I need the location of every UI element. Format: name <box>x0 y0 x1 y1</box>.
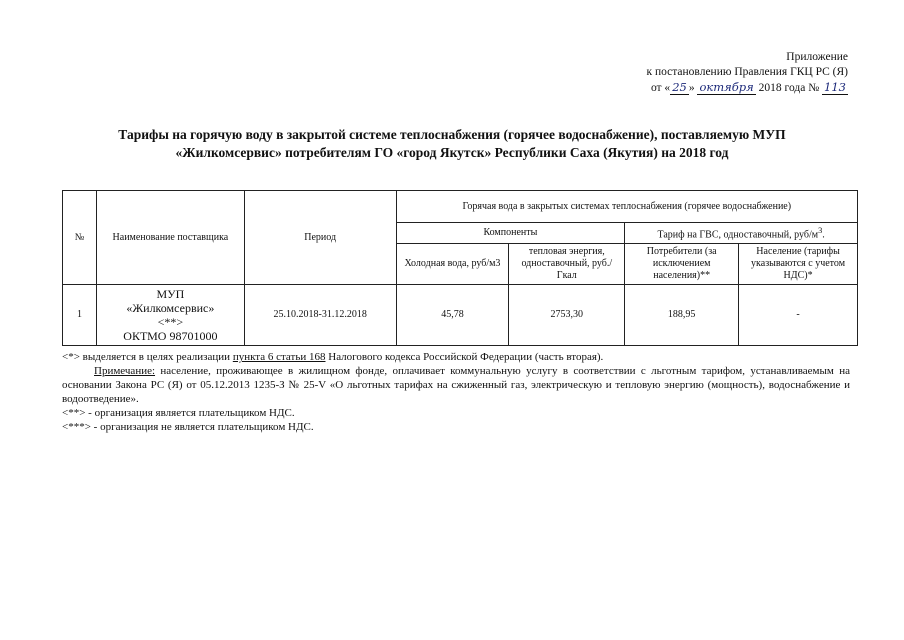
tariff-table <box>62 190 858 346</box>
header-number: № <box>63 191 97 285</box>
header-components: Компоненты <box>396 223 625 244</box>
header-tariff-text: Тариф на ГВС, одноставочный, руб/м <box>657 229 819 241</box>
cell-consumers: 188,95 <box>625 285 739 346</box>
note-remark-label: Примечание: <box>94 365 156 377</box>
header-supplier: Наименование поставщика <box>96 191 244 285</box>
notes-block <box>62 350 850 434</box>
appendix-number: 113 <box>824 80 846 94</box>
appendix-title: Приложение <box>786 51 848 63</box>
note-remark <box>62 364 850 406</box>
header-cold-water: Холодная вода, руб/м3 <box>396 244 509 285</box>
cell-population: - <box>739 285 858 346</box>
header-heat-energy: тепловая энергия, одноставочный, руб./Гкал <box>509 244 625 285</box>
supplier-line: <**> <box>157 315 184 330</box>
header-tariff-end: . <box>822 229 825 241</box>
document-title <box>40 126 864 162</box>
header-group: Горячая вода в закрытых системах теплоснабжения (горячее водоснабжение) <box>396 191 857 223</box>
header-period: Период <box>244 191 396 285</box>
note-1-prefix: <*> выделяется в целях реализации <box>62 351 233 363</box>
cell-period: 25.10.2018-31.12.2018 <box>244 285 396 346</box>
note-vat-reference <box>62 350 850 364</box>
header-tariff-sup: 3 <box>818 226 823 235</box>
appendix-date-line <box>647 80 849 96</box>
table-row <box>63 285 858 346</box>
cell-number: 1 <box>63 285 97 346</box>
title-line-2: «Жилкомсервис» потребителям ГО «город Якутск» Республики Саха (Якутия) на 2018 год <box>175 145 729 160</box>
title-line-1: Тарифы на горячую воду в закрытой системе теплоснабжения (горячее водоснабжение), поставляемую МУП <box>118 127 786 142</box>
appendix-month: октября <box>699 80 754 94</box>
cell-supplier <box>96 285 244 346</box>
supplier-line: ОКТМО 98701000 <box>123 329 218 344</box>
note-vat-payer: <**> - организация является плательщиком НДС. <box>62 407 295 419</box>
supplier-line: «Жилкомсервис» <box>126 301 215 316</box>
appendix-quote: » <box>688 82 695 94</box>
header-population: Население (тарифы указываются с учетом НДС)* <box>739 244 858 285</box>
note-non-vat-payer: <***> - организация не является плательщиком НДС. <box>62 421 314 433</box>
header-consumers: Потребители (за исключением населения)** <box>625 244 739 285</box>
appendix-resolution: к постановлению Правления ГКЦ РС (Я) <box>646 66 848 78</box>
tax-code-link[interactable]: пункта 6 статьи 168 <box>232 351 326 363</box>
note-1-suffix: Налогового кодекса Российской Федерации (часть вторая). <box>325 351 604 363</box>
header-tariff <box>625 223 858 244</box>
cell-heat-energy: 2753,30 <box>509 285 625 346</box>
cell-cold-water: 45,78 <box>396 285 509 346</box>
supplier-line: МУП <box>156 287 185 302</box>
appendix-year-label: 2018 года № <box>758 82 820 94</box>
appendix-header <box>647 50 849 96</box>
appendix-from-label: от « <box>650 82 671 94</box>
appendix-day: 25 <box>672 80 687 94</box>
note-remark-text: население, проживающее в жилищном фонде, оплачивает коммунальную услугу в соответствии с льготным тарифом, устанавливаемым на основании Закона РС (Я) от 05.12.2013 1235-З № 25-V «О льготных тарифах на сжиженный газ, электрическую и тепловую энергию (мощность), водоснабжение и водоотведение». <box>62 365 850 405</box>
